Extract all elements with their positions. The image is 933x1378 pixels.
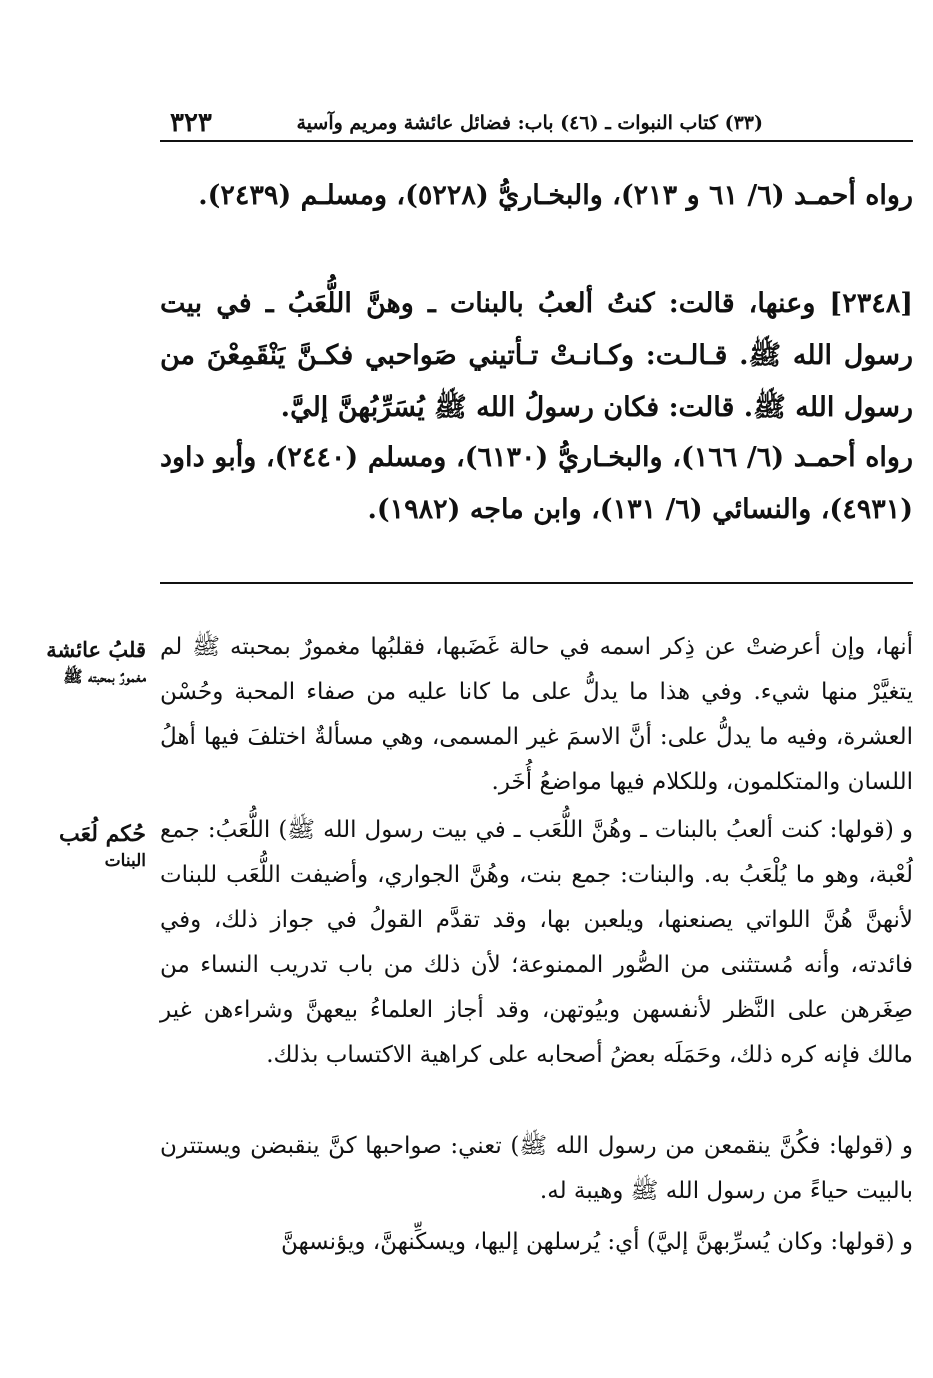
margin-note-dolls-ruling [20,818,146,872]
margin-note-aisha-heart [20,634,146,688]
margin-note-title: حُكم لُعَب [59,821,146,847]
hadith-source-1: رواه أحمـد (٦/ ٦١ و ٢١٣)، والبخـاريُّ (٥٢٢٨)، ومسلـم (٢٤٣٩). [198,180,913,211]
margin-note-subtitle: مغمورٌ بمحبته ﷺ [63,667,146,686]
chapter-title: (٣٣) كتاب النبوات ـ (٤٦) باب: فضائل عائشة ومريم وآسية [296,112,763,134]
commentary-paragraph-2: و (قولها: كنت ألعبُ بالبنات ـ وهُنَّ اللُّعَب ـ في بيت رسول الله ﷺ) اللُّعَبُ: جمع لُعْبة، وهو ما يُلْعَبُ به. والبنات: جمع بنت، وهُنَّ الجواري، وأضيفت اللُّعَب للبنات لأنهنَّ هُنَّ اللواتي يصنعنها، ويلعبن بها، وقد تقدَّم القولُ في جواز ذلك، وفي فائدته، وأنه مُستثنى من الصُّور الممنوعة؛ لأن ذلك من باب تدريب النساء من صِغَرهن على النَّظر لأنفسهن وبيُوتهن، وقد أجاز العلماءُ بيعهنَّ وشراءهن غير مالك فإنه كره ذلك، وحَمَلَه بعضُ أصحابه على كراهية الاكتساب بذلك. [160,817,913,1068]
commentary-separator [160,582,913,584]
commentary-paragraph-4: و (قولها: وكان يُسرِّبهنَّ إليَّ) أي: يُرسلهن إليها، ويسكِّنهنَّ، ويؤنسهنَّ [281,1229,913,1255]
page-number: ٣٢٣ [170,108,212,138]
hadith-2348: [٢٣٤٨] وعنها، قالت: كنتُ ألعبُ بالبنات ـ وهنَّ اللُّعَبُ ـ في بيت رسول الله ﷺ. قـالـت: وكـانـتْ تـأتيني صَواحبي فكـنَّ يَنْقَمِعْنَ من رسول الله ﷺ. قالت: فكان رسولُ الله ﷺ يُسَرِّبُهنَّ إليَّ. [160,288,913,423]
commentary-paragraph-1: أنها، وإن أعرضتْ عن ذِكر اسمه في حالة غَضَبها، فقلبُها مغمورٌ بمحبته ﷺ لم يتغيَّرْ منها شيء. وفي هذا ما يدلُّ على ما كانا عليه من صفاء المحبة وحُسْن العشرة، وفيه ما يدلُّ على: أنَّ الاسمَ غير المسمى، وهي مسألةٌ اختلفَ فيها أهلُ اللسان والمتكلمون، وللكلام فيها مواضعُ أُخَر. [160,634,913,795]
hadith-source-2: رواه أحمـد (٦/ ١٦٦)، والبخـاريُّ (٦١٣٠)، ومسلم (٢٤٤٠)، وأبو داود (٤٩٣١)، والنسائي (٦/ ١٣١)، وابن ماجه (١٩٨٢). [160,442,914,525]
commentary-paragraph-3: و (قولها: فكُنَّ ينقمعن من رسول الله ﷺ) تعني: صواحبها كنَّ ينقبضن ويستترن بالبيت حياءً من رسول الله ﷺ وهيبة له. [160,1133,913,1204]
margin-note-subtitle: البنات [104,851,146,871]
running-header [160,108,913,140]
margin-note-title: قلبُ عائشة [46,637,146,662]
header-rule [160,140,913,142]
